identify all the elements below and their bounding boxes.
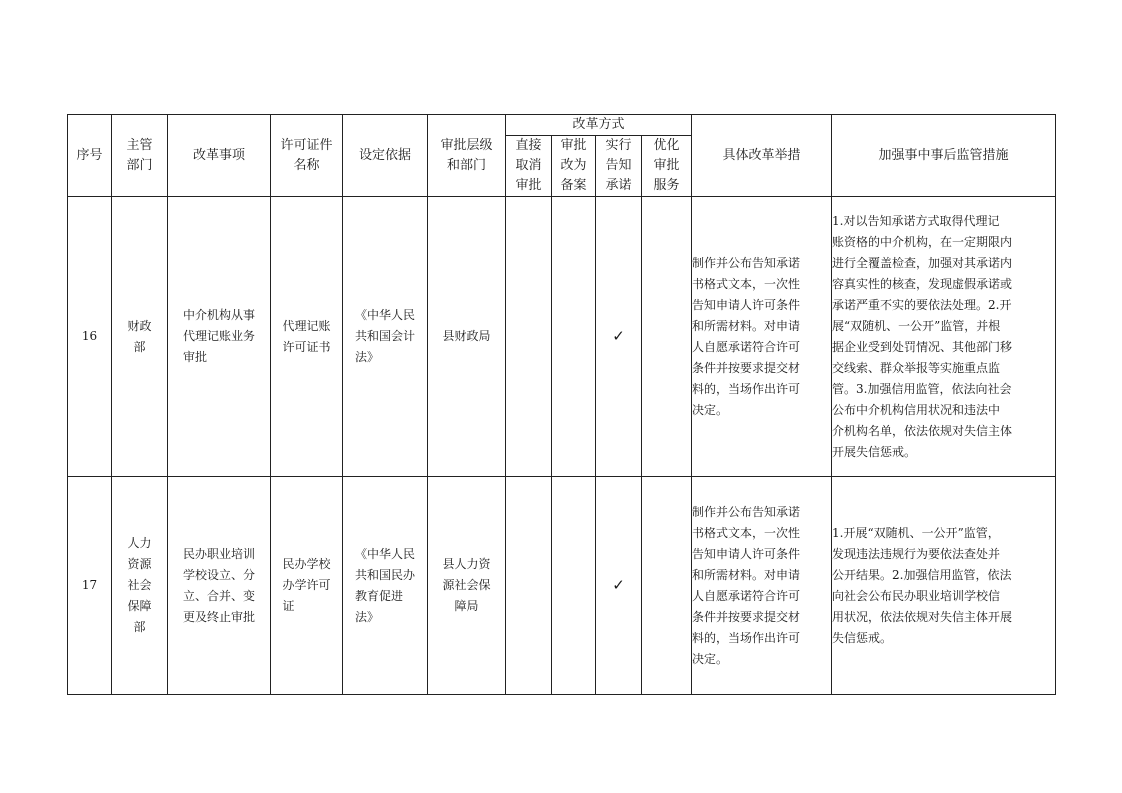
- table-row: [68, 197, 1056, 477]
- row-item: 中介机构从事 代理记账业务 审批: [182, 308, 255, 364]
- row-basis: 《中华人民 共和国民办 教育促进 法》: [354, 546, 415, 624]
- row-dept: 人力 资源 社会 保障 部: [112, 477, 168, 695]
- header-basis: 设定依据: [343, 115, 428, 197]
- header-to-record: 审批 改为 备案: [552, 136, 596, 197]
- row-level: 县财政局: [428, 197, 506, 477]
- row-seq: 16: [68, 197, 112, 477]
- header-seq: 序号: [68, 115, 112, 197]
- row-dept: 财政 部: [112, 197, 168, 477]
- header-item: 改革事项: [168, 115, 271, 197]
- row-level: 县人力资 源社会保 障局: [428, 477, 506, 695]
- row-license: 民办学校 办学许可 证: [282, 557, 331, 613]
- header-measures: 具体改革举措: [692, 115, 832, 197]
- header-notify-commit: 实行 告知 承诺: [596, 136, 642, 197]
- header-supervision: 加强事中事后监管措施: [832, 115, 1056, 197]
- reform-table: [67, 114, 1056, 695]
- row-notify-commit-check: ✓: [596, 477, 642, 695]
- row-license: 代理记账 许可证书: [282, 318, 331, 354]
- row-notify-commit-check: ✓: [596, 197, 642, 477]
- row-item: 民办职业培训 学校设立、分 立、合并、变 更及终止审批: [182, 546, 255, 624]
- row-supervision: 1.开展“双随机、一公开”监管， 发现违法违规行为要依法查处并 公开结果。2.加强信用监管，依法 向社会公布民办职业培训学校信 用状况，依法依规对失信主体开展 失信惩戒。: [832, 477, 1056, 695]
- table-row: [68, 477, 1056, 695]
- header-reform-mode: 改革方式: [506, 115, 692, 136]
- row-direct-cancel: [506, 197, 552, 477]
- row-to-record: [552, 477, 596, 695]
- row-optimize: [642, 197, 692, 477]
- row-optimize: [642, 477, 692, 695]
- row-supervision: 1.对以告知承诺方式取得代理记 账资格的中介机构，在一定期限内 进行全覆盖检查，加强对其承诺内 容真实性的核查，发现虚假承诺或 承诺严重不实的要依法处理。2.开 展“双随机、一公开”监管，并根 据企业受到处罚情况、其他部门移 交线索、群众举报等实施重点监 管。3.加强信用监管，依法向社会 公布中介机构信用状况和违法中 介机构名单，依法依规对失信主体 开展失信惩戒。: [832, 197, 1056, 477]
- header-dept: 主管 部门: [112, 115, 168, 197]
- row-seq: 17: [68, 477, 112, 695]
- header-level: 审批层级 和部门: [428, 115, 506, 197]
- header-direct-cancel: 直接 取消 审批: [506, 136, 552, 197]
- row-measures: 制作并公布告知承诺 书格式文本，一次性 告知申请人许可条件 和所需材料。对申请 人自愿承诺符合许可 条件并按要求提交材 料的，当场作出许可 决定。: [692, 477, 832, 695]
- header-optimize: 优化 审批 服务: [642, 136, 692, 197]
- header-license: 许可证件 名称: [271, 115, 343, 197]
- row-basis: 《中华人民 共和国会计 法》: [354, 308, 415, 364]
- row-to-record: [552, 197, 596, 477]
- row-measures: 制作并公布告知承诺 书格式文本，一次性 告知申请人许可条件 和所需材料。对申请 人自愿承诺符合许可 条件并按要求提交材 料的，当场作出许可 决定。: [692, 197, 832, 477]
- row-direct-cancel: [506, 477, 552, 695]
